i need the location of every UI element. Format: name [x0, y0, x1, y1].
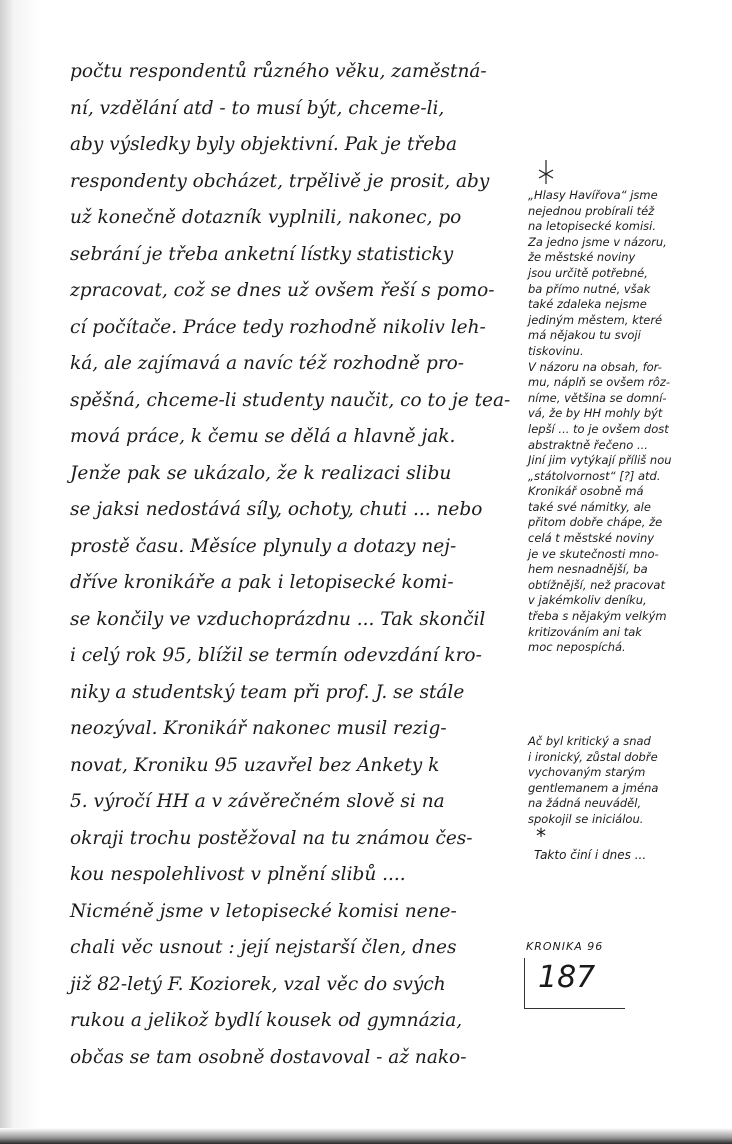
main-line: neozýval. Kronikář nakonec musil rezig- — [70, 718, 447, 739]
note-line: gentlemanem a jména — [528, 780, 659, 795]
note-line: také zdaleka nejsme — [528, 297, 647, 312]
note-line: tiskovinu. — [528, 343, 584, 358]
note-line: „státolvornost“ [?] atd. — [528, 468, 661, 483]
note-line: hem nesnadnější, ba — [528, 562, 648, 577]
note-line: jediným městem, které — [528, 312, 663, 327]
main-line: aby výsledky byly objektivní. Pak je třeba — [70, 134, 458, 155]
main-line: už konečně dotazník vyplnili, nakonec, po — [70, 207, 462, 228]
main-line: rukou a jelikož bydlí kousek od gymnázia, — [70, 1010, 463, 1031]
note-line: „Hlasy Havířova“ jsme — [528, 188, 658, 202]
note-line: má nějakou tu svoji — [528, 328, 641, 343]
note-line: ba přímo nutné, však — [528, 281, 651, 296]
note-line: vá, že by HH mohly být — [528, 406, 663, 421]
closing-note: Takto činí i dnes ... — [534, 848, 647, 862]
note-line: v jakémkoliv deníku, — [528, 593, 647, 608]
note-line: abstraktně řečeno ... — [528, 437, 648, 452]
note-line: vychovaným starým — [528, 765, 646, 780]
note-line: kritizováním ani tak — [528, 624, 642, 639]
footnote-mark-icon — [536, 158, 556, 190]
main-line: se jaksi nedostává síly, ochoty, chuti ... nebo — [70, 499, 483, 520]
page-number: 187 — [538, 960, 596, 995]
note-line: Kronikář osobně má — [528, 484, 644, 499]
main-line: zpracovat, což se dnes už ovšem řeší s pomo- — [70, 280, 495, 301]
main-line: niky a studentský team při prof. J. se stále — [70, 681, 465, 703]
main-line: se končily ve vzduchoprázdnu ... Tak skončil — [70, 608, 486, 630]
main-line: prostě času. Měsíce plynuly a dotazy nej- — [70, 535, 457, 557]
main-line: dříve kronikáře a pak i letopisecké komi- — [70, 572, 454, 593]
note-line: mu, náplň se ovšem rôz- — [528, 375, 671, 390]
main-line: spěšná, chceme-li studenty naučit, co to je tea- — [70, 389, 511, 411]
main-line: sebrání je třeba anketní lístky statisticky — [70, 243, 454, 265]
main-line: počtu respondentů různého věku, zaměstná- — [70, 61, 487, 82]
main-line: 5. výročí HH a v závěrečném slově si na — [70, 791, 445, 812]
main-line: okraji trochu postěžoval na tu známou čes- — [70, 827, 473, 849]
note-line: V názoru na obsah, for- — [528, 359, 662, 374]
note-line: níme, většina se domní- — [528, 390, 667, 405]
margin-note-newspaper — [528, 188, 718, 656]
main-line: mová práce, k čemu se dělá a hlavně jak. — [70, 426, 456, 447]
main-line: Nicméně jsme v letopisecké komisi nene- — [70, 900, 457, 922]
note-line: spokojil se iniciálou. — [528, 811, 644, 826]
main-line: občas se tam osobně dostavoval - až nako- — [70, 1046, 467, 1068]
note-line: Jiní jim vytýkají příliš nou — [528, 453, 672, 468]
main-line: cí počítače. Práce tedy rozhodně nikoliv leh- — [70, 316, 486, 338]
asterisk-mark: * — [536, 824, 546, 848]
margin-note-gentleman — [528, 734, 718, 828]
main-line: respondenty obcházet, trpělivě je prosit, aby — [70, 170, 490, 192]
note-line: přitom dobře chápe, že — [528, 515, 663, 530]
main-line: Jenže pak se ukázalo, že k realizaci slibu — [70, 462, 452, 484]
note-line: lepší ... to je ovšem dost — [528, 421, 669, 436]
note-line: že městské noviny — [528, 250, 636, 265]
note-line: Za jedno jsme v názoru, — [528, 234, 667, 249]
note-line: na žádná neuváděl, — [528, 796, 642, 811]
main-line: novat, Kroniku 95 uzavřel bez Ankety k — [70, 754, 440, 776]
note-line: Ač byl kritický a snad — [528, 734, 651, 748]
main-line: kou nespolehlivost v plnění slibů .... — [70, 864, 406, 885]
note-line: na letopisecké komisi. — [528, 219, 657, 234]
note-line: nejednou probírali též — [528, 203, 655, 218]
note-line: moc nepospíchá. — [528, 640, 626, 655]
scan-bottom-edge — [0, 1128, 732, 1144]
note-line: obtížnější, než pracovat — [528, 577, 665, 592]
main-line: i celý rok 95, blížil se termín odevzdání kro- — [70, 645, 482, 666]
main-line: ká, ale zajímavá a navíc též rozhodně pro- — [70, 353, 465, 374]
note-line: také své námitky, ale — [528, 499, 651, 514]
chronicle-label: KRONIKA 96 — [526, 940, 604, 953]
note-line: je ve skutečnosti mno- — [528, 546, 659, 561]
main-line: již 82-letý F. Koziorek, vzal věc do svých — [70, 973, 446, 995]
main-line: ní, vzdělání atd - to musí být, chceme-li, — [70, 97, 445, 119]
note-line: jsou určitě potřebné, — [528, 265, 648, 280]
note-line: i ironický, zůstal dobře — [528, 749, 658, 764]
main-handwritten-text — [70, 54, 520, 1076]
note-line: celá t městské noviny — [528, 531, 655, 546]
note-line: třeba s nějakým velkým — [528, 609, 667, 624]
main-line: chali věc usnout : její nejstarší člen, dnes — [70, 937, 457, 958]
